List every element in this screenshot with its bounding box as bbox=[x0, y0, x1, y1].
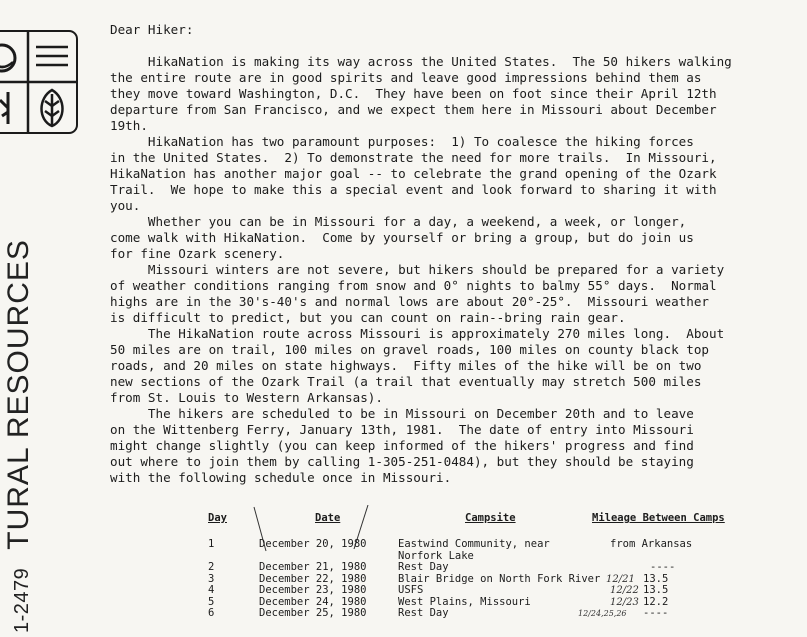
tree-icon bbox=[0, 92, 8, 124]
cell-mileage: ---- bbox=[650, 561, 676, 573]
cell-date: December 23, 1980 bbox=[259, 584, 367, 596]
cell-date: December 22, 1980 bbox=[259, 572, 367, 585]
text-line: for fine Ozark scenery. bbox=[110, 246, 285, 261]
cell-campsite: Rest Day bbox=[398, 561, 449, 573]
table-row bbox=[200, 539, 800, 551]
text-line: departure from San Francisco, and we expect them here in Missouri about December bbox=[110, 102, 717, 117]
side-organization-name: TURAL RESOURCES bbox=[2, 239, 35, 550]
text-line: 19th. bbox=[110, 118, 148, 133]
text-line: is difficult to predict, but you can count on rain--bring rain gear. bbox=[110, 310, 626, 325]
leaf-icon bbox=[42, 90, 63, 126]
cell-mileage: ---- bbox=[643, 607, 669, 619]
water-waves-icon bbox=[36, 47, 68, 65]
cell-day: 4 bbox=[208, 584, 215, 596]
text-line: highs are in the 30's-40's and normal lows are about 20°-25°. Missouri weather bbox=[110, 294, 709, 309]
text-line: new sections of the Ozark Trail (a trail that eventually may stretch 500 miles bbox=[110, 374, 702, 389]
cell-mileage: 12.2 bbox=[643, 595, 669, 608]
paragraph-route bbox=[110, 326, 800, 406]
text-line: 50 miles are on trail, 100 miles on gravel roads, 100 miles on county black top bbox=[110, 342, 709, 357]
text-line: roads, and 20 miles on state highways. Fifty miles of the hike will be on two bbox=[110, 358, 702, 373]
text-line: The hikers are scheduled to be in Missouri on December 20th and to leave bbox=[110, 406, 694, 421]
header-date: Date bbox=[315, 512, 341, 524]
cell-date: December 21, 1980 bbox=[259, 561, 367, 573]
table-row bbox=[200, 562, 800, 574]
text-line: with the following schedule once in Missouri. bbox=[110, 470, 452, 485]
table-row bbox=[200, 608, 800, 620]
text-line: you. bbox=[110, 198, 141, 213]
paragraph-purposes bbox=[110, 134, 800, 214]
cell-campsite: Eastwind Community, near bbox=[398, 538, 550, 550]
text-line: might change slightly (you can keep informed of the hikers' progress and find bbox=[110, 438, 694, 453]
header-mileage: Mileage Between Camps bbox=[592, 512, 725, 524]
cell-campsite: Blair Bridge on North Fork River bbox=[398, 572, 601, 585]
text-line: HikaNation has two paramount purposes: 1) To coalesce the hiking forces bbox=[110, 134, 694, 149]
handwritten-date-note: 12/22 bbox=[610, 585, 639, 596]
handwritten-date-note: 12/23 bbox=[610, 596, 639, 608]
text-line: come walk with HikaNation. Come by yourself or bring a group, but do join us bbox=[110, 230, 694, 245]
cell-day: 3 bbox=[208, 572, 215, 585]
text-line: Missouri winters are not severe, but hikers should be prepared for a variety bbox=[110, 262, 725, 277]
text-line: in the United States. 2) To demonstrate the need for more trails. In Missouri, bbox=[110, 150, 717, 165]
logo-artwork bbox=[0, 32, 76, 132]
salutation: Dear Hiker: bbox=[110, 22, 194, 37]
cell-campsite: USFS bbox=[398, 584, 424, 596]
handwritten-date-note: 12/24,25,26 bbox=[578, 609, 627, 618]
text-line: Trail. We hope to make this a special event and look forward to sharing it with bbox=[110, 182, 717, 197]
table-row bbox=[200, 585, 800, 597]
text-line: out where to join them by calling 1-305-251-0484), but they should be staying bbox=[110, 454, 694, 469]
text-line: HikaNation has another major goal -- to celebrate the grand opening of the Ozark bbox=[110, 166, 717, 181]
letter-body bbox=[110, 22, 800, 486]
cell-date: December 25, 1980 bbox=[259, 607, 367, 619]
text-line: they move toward Washington, D.C. They have been on foot since their April 12th bbox=[110, 86, 717, 101]
text-line: the entire route are in good spirits and leave good impressions behind them as bbox=[110, 70, 702, 85]
text-line: on the Wittenberg Ferry, January 13th, 1981. The date of entry into Missouri bbox=[110, 422, 694, 437]
text-line: The HikaNation route across Missouri is approximately 270 miles long. About bbox=[110, 326, 725, 341]
cell-date: December 20, 1980 bbox=[259, 538, 367, 550]
header-campsite: Campsite bbox=[465, 512, 516, 524]
cell-campsite: Rest Day bbox=[398, 607, 449, 619]
paragraph-invitation bbox=[110, 214, 800, 262]
sun-icon bbox=[0, 45, 15, 71]
cell-mileage: from Arkansas bbox=[610, 538, 693, 550]
handwritten-date-note: 12/21 bbox=[606, 573, 635, 585]
text-line: of weather conditions ranging from snow and 0° nights to balmy 55° days. Normal bbox=[110, 278, 717, 293]
organization-logo bbox=[0, 30, 78, 134]
cell-campsite: Norfork Lake bbox=[398, 549, 474, 562]
paragraph-progress bbox=[110, 54, 800, 134]
header-day: Day bbox=[208, 512, 227, 524]
schedule-header-row bbox=[200, 513, 800, 539]
paragraph-schedule-intro bbox=[110, 406, 800, 486]
hike-schedule-table bbox=[200, 513, 800, 620]
cell-mileage: 13.5 bbox=[643, 584, 669, 596]
text-line: Whether you can be in Missouri for a day, a weekend, a week, or longer, bbox=[110, 214, 687, 229]
cell-day: 1 bbox=[208, 538, 215, 550]
cell-date: December 24, 1980 bbox=[259, 595, 367, 608]
cell-day: 6 bbox=[208, 607, 215, 619]
letterhead-side-text bbox=[2, 239, 36, 633]
side-phone-number: 1-2479 bbox=[11, 567, 33, 633]
text-line: from St. Louis to Western Arkansas). bbox=[110, 390, 383, 405]
text-line: HikaNation is making its way across the United States. The 50 hikers walking bbox=[110, 54, 732, 69]
cell-mileage: 13.5 bbox=[643, 572, 669, 585]
paragraph-weather bbox=[110, 262, 800, 326]
cell-day: 5 bbox=[208, 595, 215, 608]
cell-campsite: West Plains, Missouri bbox=[398, 595, 531, 608]
cell-day: 2 bbox=[208, 561, 215, 573]
